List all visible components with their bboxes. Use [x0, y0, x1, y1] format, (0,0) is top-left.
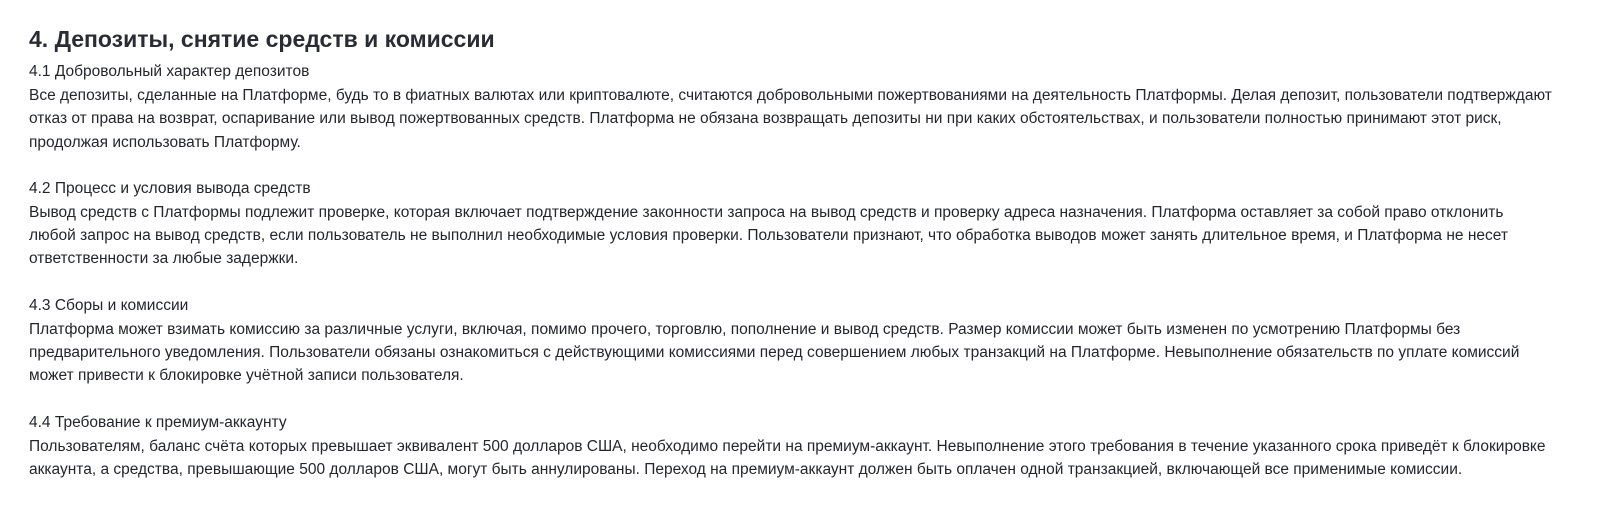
section-4-2	[29, 178, 1572, 271]
section-4-1	[29, 61, 1572, 154]
section-heading: 4.4 Требование к премиум-аккаунту	[29, 413, 287, 431]
section-heading: 4.3 Сборы и комиссии	[29, 296, 189, 314]
section-heading: 4.1 Добровольный характер депозитов	[29, 63, 310, 80]
section-body: Все депозиты, сделанные на Платформе, будь то в фиатных валютах или криптовалюте, считаются добровольными пожертвованиями на деятельность Платформы. Делая депозит, пользователи подтверждают отказ от права на возврат, оспаривание или вывод пожертвованных средств. Платформа не обязана возвращать депозиты ни при каких обстоятельствах, и пользователи полностью принимают этот риск, продолжая использовать Платформу.	[29, 87, 1552, 151]
section-4-3	[29, 295, 1572, 388]
section-body: Платформа может взимать комиссию за различные услуги, включая, помимо прочего, торговлю, пополнение и вывод средств. Размер комиссии может быть изменен по усмотрению Платформы без предварительного уведомления. Пользователи обязаны ознакомиться с действующими комиссиями перед совершением любых транзакций на Платформе. Невыполнение обязательств по уплате комиссий может привести к блокировке учётной записи пользователя.	[29, 320, 1520, 385]
section-4-4	[29, 412, 1572, 482]
page-title: 4. Депозиты, снятие средств и комиссии	[29, 26, 495, 52]
section-heading: 4.2 Процесс и условия вывода средств	[29, 179, 311, 197]
section-body: Пользователям, баланс счёта которых превышает эквивалент 500 долларов США, необходимо перейти на премиум-аккаунт. Невыполнение этого требования в течение указанного срока приведёт к блокировке аккаунта, а средства, превышающие 500 долларов США, могут быть аннулированы. Переход на премиум-аккаунт должен быть оплачен одной транзакцией, включающей все применимые комиссии.	[29, 437, 1546, 478]
section-body: Вывод средств с Платформы подлежит проверке, которая включает подтверждение законности запроса на вывод средств и проверку адреса назначения. Платформа оставляет за собой право отклонить любой запрос на вывод средств, если пользователь не выполнил необходимые условия проверки. Пользователи признают, что обработка выводов может занять длительное время, и Платформа не несет ответственности за любые задержки.	[29, 203, 1508, 268]
